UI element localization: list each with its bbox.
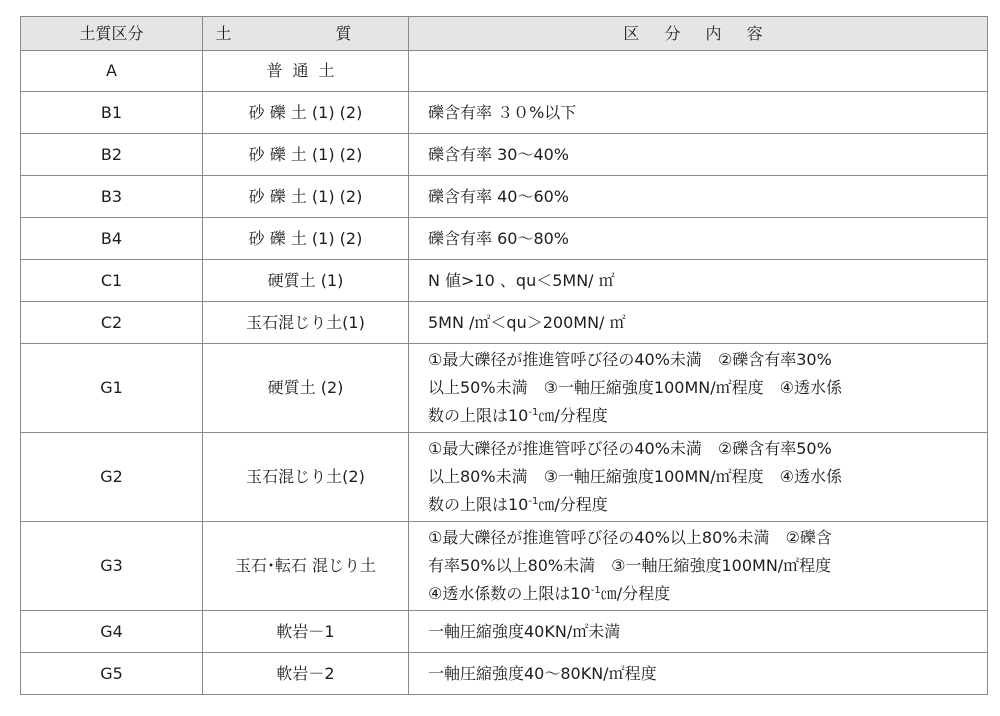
row-desc: N 値>10 、qu＜5MN/ ㎡ — [409, 260, 988, 302]
row-code: G4 — [21, 611, 203, 653]
desc-line: 以上50%未満 ③一軸圧縮強度100MN/㎡程度 ④透水係 — [428, 378, 842, 397]
row-desc — [409, 522, 988, 611]
table-row — [21, 611, 988, 653]
row-desc: 礫含有率 40～60% — [409, 176, 988, 218]
row-soil: 軟岩－2 — [203, 653, 409, 695]
desc-line: ④透水係数の上限は$10^{-1}㎝/$分程度 — [428, 584, 671, 603]
header-content: 区 分 内 容 — [409, 17, 988, 51]
desc-line: ①最大礫径が推進管呼び径の40%以上80%未満 ②礫含 — [428, 528, 832, 547]
table-row — [21, 51, 988, 92]
row-code: G5 — [21, 653, 203, 695]
row-desc: 一軸圧縮強度40KN/㎡未満 — [409, 611, 988, 653]
row-soil: 砂 礫 土 (1) (2) — [203, 134, 409, 176]
row-soil: 硬質土 (1) — [203, 260, 409, 302]
row-soil: 砂 礫 土 (1) (2) — [203, 218, 409, 260]
row-desc: 礫含有率 60～80% — [409, 218, 988, 260]
row-code: G3 — [21, 522, 203, 611]
table-header-row — [21, 17, 988, 51]
table-row — [21, 344, 988, 433]
row-code: G2 — [21, 433, 203, 522]
header-soil: 土 質 — [203, 17, 409, 51]
desc-line: 数の上限は$10^{-1}㎝/$分程度 — [428, 406, 608, 425]
soil-classification-table — [20, 16, 988, 695]
desc-line: ①最大礫径が推進管呼び径の40%未満 ②礫含有率50% — [428, 439, 832, 458]
row-code: B2 — [21, 134, 203, 176]
desc-line: 有率50%以上80%未満 ③一軸圧縮強度100MN/㎡程度 — [428, 556, 832, 575]
row-desc — [409, 344, 988, 433]
desc-line: 数の上限は$10^{-1}㎝/$分程度 — [428, 495, 608, 514]
table-row — [21, 176, 988, 218]
row-soil: 軟岩－1 — [203, 611, 409, 653]
row-desc: 礫含有率 30～40% — [409, 134, 988, 176]
row-soil: 砂 礫 土 (1) (2) — [203, 92, 409, 134]
table-row — [21, 522, 988, 611]
table-row — [21, 653, 988, 695]
row-soil: 硬質土 (2) — [203, 344, 409, 433]
row-soil: 玉石混じり土(1) — [203, 302, 409, 344]
desc-line: ①最大礫径が推進管呼び径の40%未満 ②礫含有率30% — [428, 350, 832, 369]
header-classification: 土質区分 — [21, 17, 203, 51]
table-row — [21, 218, 988, 260]
table-row — [21, 302, 988, 344]
table-row — [21, 92, 988, 134]
row-code: C1 — [21, 260, 203, 302]
row-desc: 5MN /㎡＜qu＞200MN/ ㎡ — [409, 302, 988, 344]
row-desc: 礫含有率 ３０%以下 — [409, 92, 988, 134]
row-code: B1 — [21, 92, 203, 134]
row-desc — [409, 51, 988, 92]
table-row — [21, 134, 988, 176]
table-row — [21, 260, 988, 302]
row-code: G1 — [21, 344, 203, 433]
row-soil: 玉石･転石 混じり土 — [203, 522, 409, 611]
row-soil: 玉石混じり土(2) — [203, 433, 409, 522]
row-code: B4 — [21, 218, 203, 260]
row-code: C2 — [21, 302, 203, 344]
row-desc — [409, 433, 988, 522]
row-code: A — [21, 51, 203, 92]
row-soil: 砂 礫 土 (1) (2) — [203, 176, 409, 218]
table-row — [21, 433, 988, 522]
row-soil: 普通土 — [203, 51, 409, 92]
desc-line: 以上80%未満 ③一軸圧縮強度100MN/㎡程度 ④透水係 — [428, 467, 842, 486]
row-code: B3 — [21, 176, 203, 218]
row-desc: 一軸圧縮強度40～80KN/㎡程度 — [409, 653, 988, 695]
